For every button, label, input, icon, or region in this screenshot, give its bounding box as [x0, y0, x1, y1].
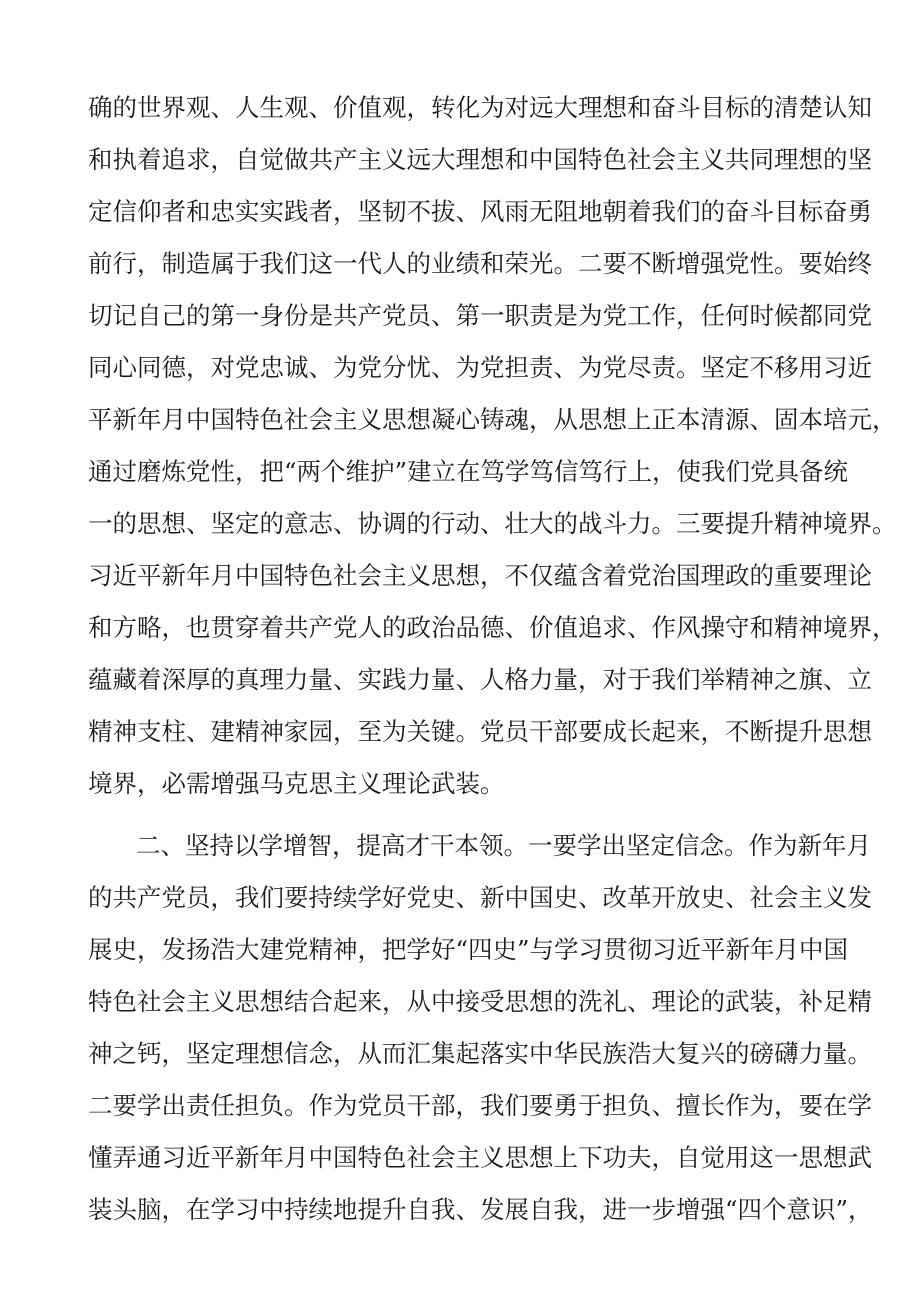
text-line: 通过磨炼党性，把“两个维护”建立在笃学笃信笃行上，使我们党具备统 — [88, 457, 849, 486]
text-line: 懂弄通习近平新年月中国特色社会主义思想上下功夫，自觉用这一思想武 — [88, 1143, 872, 1172]
text-line: 境界，必需增强马克思主义理论武装。 — [88, 769, 505, 798]
text-line: 神之钙，坚定理想信念，从而汇集起落实中华民族浩大复兴的磅礴力量。 — [88, 1039, 872, 1068]
text-line: 前行，制造属于我们这一代人的业绩和荣光。二要不断增强党性。要始终 — [88, 249, 872, 278]
text-line: 的共产党员，我们要持续学好党史、新中国史、改革开放史、社会主义发 — [88, 883, 872, 912]
text-line: 二要学出责任担负。作为党员干部，我们要勇于担负、擅长作为，要在学 — [88, 1091, 872, 1120]
text-line: 定信仰者和忠实实践者，坚韧不拔、风雨无阻地朝着我们的奋斗目标奋勇 — [88, 197, 872, 226]
text-line: 二、坚持以学增智，提高才干本领。一要学出坚定信念。作为新年月 — [136, 831, 871, 860]
text-line: 和方略，也贯穿着共产党人的政治品德、价值追求、作风操守和精神境界， — [88, 613, 897, 642]
text-line: 习近平新年月中国特色社会主义思想，不仅蕴含着党治国理政的重要理论 — [88, 561, 872, 590]
text-line: 展史，发扬浩大建党精神，把学好“四史”与学习贯彻习近平新年月中国 — [88, 935, 849, 964]
text-line: 特色社会主义思想结合起来，从中接受思想的洗礼、理论的武装，补足精 — [88, 987, 872, 1016]
text-line: 装头脑，在学习中持续地提升自我、发展自我，进一步增强“四个意识”， — [88, 1195, 873, 1224]
text-line: 确的世界观、人生观、价值观，转化为对远大理想和奋斗目标的清楚认知 — [88, 93, 872, 122]
text-line: 蕴藏着深厚的真理力量、实践力量、人格力量，对于我们举精神之旗、立 — [88, 665, 872, 694]
text-line: 同心同德，对党忠诚、为党分忧、为党担责、为党尽责。坚定不移用习近 — [88, 353, 872, 382]
text-line: 切记自己的第一身份是共产党员、第一职责是为党工作，任何时候都同党 — [88, 301, 872, 330]
text-line: 和执着追求，自觉做共产主义远大理想和中国特色社会主义共同理想的坚 — [88, 145, 872, 174]
text-line: 一的思想、坚定的意志、协调的行动、壮大的战斗力。三要提升精神境界。 — [88, 509, 897, 538]
text-line: 平新年月中国特色社会主义思想凝心铸魂，从思想上正本清源、固本培元， — [88, 405, 897, 434]
text-line: 精神支柱、建精神家园，至为关键。党员干部要成长起来，不断提升思想 — [88, 717, 872, 746]
